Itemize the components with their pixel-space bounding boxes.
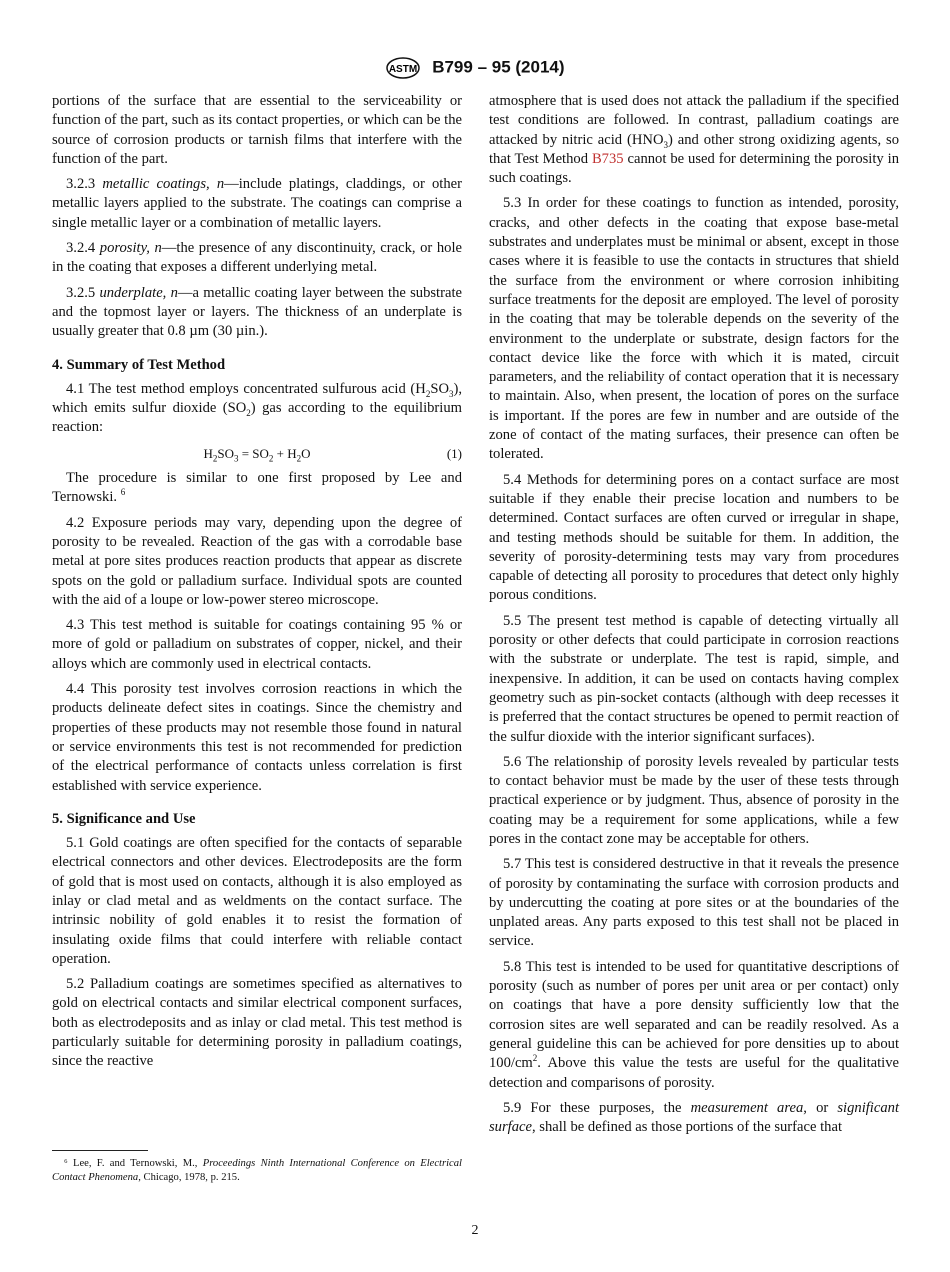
text-run: 3.2.5 xyxy=(66,284,100,301)
text-run: —a metallic coating layer between the substrate and the topmost layer or layers. The thickness of an underplate is usually greater that 0.8 µm (30 µin.). xyxy=(52,284,462,340)
standard-designation: B799 – 95 (2014) xyxy=(432,57,565,77)
text-run: H xyxy=(203,445,213,461)
right-column xyxy=(489,92,899,1143)
text-run: atmosphere that is used does not attack the palladium if the specified test conditions are followed. In contrast, palladium coatings are attacked by nitric acid (HNO xyxy=(489,93,899,148)
text-run: 2 xyxy=(296,453,302,464)
paragraph xyxy=(489,753,899,849)
text-run: —include platings, claddings, or other metallic layers applied to the substrate. The coatings can comprise a single metallic layer or a combination of metallic layers. xyxy=(52,176,462,231)
text-run: measurement area xyxy=(690,1099,804,1116)
text-run: 5.1 Gold coatings are often specified for the contacts of separable electrical connectors and other devices. Electrodeposits are the form of gold that is most used on contacts, although it is also employed as inlay or clad metal and as weldments on the contact surface. The intrinsic nobility of gold enables it to resist the formation of insulating oxide films that could interfere with reliable contact operation. xyxy=(52,835,462,967)
text-run: 5.3 In order for these coatings to function as intended, porosity, cracks, and other defects in the coating that expose base-metal substrates and underplates must be minimal or absent, except in those cases where it is feasible to use the contacts in structures that shield the surface from the environment or where corrosion inhibiting surface treatments for the deposit are employed. The level of porosity in the coating that may be tolerable depends on the severity of the environment to the underplate or substrate, design factors for the contact device like the force with which it is mated, circuit parameters, and the reliability of contact operation that it is necessary to maintain. Also, when present, the location of pores on the surface is important. If the pores are few in number and are outside of the zone of contact of the mating surfaces, their presence can often be tolerated. xyxy=(489,195,899,463)
text-run: , shall be defined as those portions of the surface that xyxy=(531,1119,842,1136)
left-column xyxy=(52,92,462,1078)
text-run: = SO xyxy=(238,445,269,461)
paragraph xyxy=(52,239,462,278)
text-run: , or xyxy=(803,1099,838,1116)
text-run: 5. Significance and Use xyxy=(52,810,196,827)
text-run: Proceedings Ninth International Conference on Electrical Contact Phenomena xyxy=(52,1158,462,1183)
svg-text:ASTM: ASTM xyxy=(389,64,418,75)
text-run: —the presence of any discontinuity, crack, or hole in the coating that exposes a different underlying metal. xyxy=(52,240,462,276)
text-run: 3.2.3 xyxy=(66,176,103,193)
equation xyxy=(52,444,462,463)
footnotes xyxy=(52,1150,462,1185)
paragraph xyxy=(52,175,462,233)
paragraph xyxy=(489,612,899,747)
text-run: 3 xyxy=(448,388,454,399)
text-run: 6 xyxy=(120,487,126,498)
text-run: 3 xyxy=(663,139,668,150)
footnote-6 xyxy=(52,1157,462,1185)
text-run: , Chicago, 1978, p. 215. xyxy=(138,1172,240,1183)
paragraph xyxy=(52,514,462,610)
text-run: ) and other strong oxidizing agents, so that Test Method xyxy=(489,131,899,167)
text-run: SO xyxy=(430,380,449,397)
text-run: 3 xyxy=(233,453,239,464)
paragraph xyxy=(52,680,462,796)
text-run: 4.2 Exposure periods may vary, depending upon the degree of porosity to be revealed. Reaction of the gas with a corrodable base metal at pore sites produces reaction products that appear as discrete spots on the gold or palladium surface. Individual spots are counted with the aid of a loupe or low-power stereo microscope. xyxy=(52,514,462,608)
paragraph xyxy=(489,194,899,464)
astm-logo-icon xyxy=(385,56,421,80)
paragraph xyxy=(489,958,899,1093)
text-run: significant surface xyxy=(489,1099,899,1136)
text-run: SO xyxy=(217,445,234,461)
text-run: 5.4 Methods for determining pores on a contact surface are most suitable if they enable their precise location and numbers to be determined. Contact surfaces are often curved or irregular in shape, and testing methods should be suitable for them. In addition, the severity of porosity-determining tests may vary from procedures capable of detecting all porosity to procedures that detect only highly porous conditions. xyxy=(489,471,899,604)
page-number: 2 xyxy=(471,1223,479,1238)
text-run: 2 xyxy=(268,453,274,464)
text-run: 5.8 This test is intended to be used for quantitative descriptions of porosity (such as number of pores per unit area or per contact) only on coatings that have a pore density sufficiently low that the corrosion sites are well separated and can be readily resolved. As a general guideline this can be achieved for pore densities up to about 100/cm xyxy=(489,958,899,1072)
text-run: cannot be used for determining the porosity in such coatings. xyxy=(489,150,899,187)
text-run: 4.3 This test method is suitable for coatings containing 95 % or more of gold or palladium on substrates of copper, nickel, and their alloys which are commonly used in electrical contacts. xyxy=(52,617,462,672)
text-run: porosity, n xyxy=(99,240,162,257)
section-heading xyxy=(52,356,462,375)
text-run: The procedure is similar to one first proposed by Lee and Ternowski. xyxy=(52,470,462,506)
paragraph xyxy=(52,469,462,508)
paragraph xyxy=(52,284,462,342)
page-header xyxy=(0,56,950,80)
text-run: 3.2.4 xyxy=(66,240,100,257)
paragraph xyxy=(52,92,462,169)
text-run: + H xyxy=(273,445,297,461)
text-run: O xyxy=(301,445,311,461)
paragraph xyxy=(489,92,899,188)
text-run: 5.2 Palladium coatings are sometimes specified as alternatives to gold on electrical contacts and similar electrical component surfaces, both as electrodeposits and as inlay or clad metal. This test method is particularly suitable for determining porosity in palladium coatings, since the reactive xyxy=(52,976,462,1070)
text-run: 4.1 The test method employs concentrated sulfurous acid (H xyxy=(66,380,426,397)
text-run: metallic coatings, n xyxy=(102,176,225,193)
paragraph xyxy=(52,380,462,438)
text-run: 5.7 This test is considered destructive in that it reveals the presence of porosity by contaminating the surface with corrosion products and by undercutting the coating at pore sites or at the boundaries of the unplated areas. Any parts exposed to this test shall not be placed in service. xyxy=(489,856,899,950)
text-run: ), which emits sulfur dioxide (SO xyxy=(52,380,462,417)
text-run: 2 xyxy=(425,388,431,399)
text-run: 2 xyxy=(246,408,251,419)
text-run: 5.9 For these purposes, the xyxy=(503,1099,691,1116)
text-run: 5.5 The present test method is capable of detecting virtually all porosity or other defects that could participate in corrosion reactions with the substrate or underplate. The test is rapid, simple, and inexpensive. In addition, it can be used on contacts having complex geometry such as pin-socket contacts (although with deep recesses it is preferred that the contact structures be opened to permit reaction of the sulfur dioxide with the interior significant surfaces). xyxy=(489,612,899,745)
text-run: underplate, n xyxy=(99,284,178,301)
text-run: ⁶ Lee, F. and Ternowski, M., xyxy=(64,1158,203,1169)
paragraph xyxy=(52,834,462,969)
text-run: ) gas according to the equilibrium reaction: xyxy=(52,400,462,436)
text-run: 4. Summary of Test Method xyxy=(52,356,226,373)
text-run: portions of the surface that are essential to the serviceability or function of the part, such as its contact properties, or which can be the source of corrosion products or tarnish films that interfere with the function of the part. xyxy=(52,93,462,167)
equation-number: (1) xyxy=(446,445,462,461)
section-heading xyxy=(52,810,462,829)
footnote-rule xyxy=(52,1150,148,1151)
text-run: 4.4 This porosity test involves corrosion reactions in which the products delineate defect sites in coatings. Since the chemistry and properties of these products may not resemble those found in natural or service environments this test is not recommended for prediction of the electrical performance of contacts unless correlation is first established with service experience. xyxy=(52,681,462,794)
paragraph xyxy=(52,975,462,1071)
paragraph xyxy=(489,855,899,951)
reference-link[interactable]: B735 xyxy=(591,150,624,167)
text-run: 5.6 The relationship of porosity levels revealed by particular tests to contact behavior must be made by the user of these tests through practical experience or by judgment. Thus, absence of porosity in the coating may be a requirement for some applications, while a few pores in the contact zone may be acceptable for others. xyxy=(489,753,899,847)
text-run: 2 xyxy=(212,453,218,464)
paragraph xyxy=(489,1099,899,1138)
paragraph xyxy=(52,616,462,674)
paragraph xyxy=(489,471,899,606)
text-run: . Above this value the tests are useful for the qualitative detection and comparisons of porosity. xyxy=(489,1055,899,1091)
text-run: 2 xyxy=(532,1053,538,1064)
